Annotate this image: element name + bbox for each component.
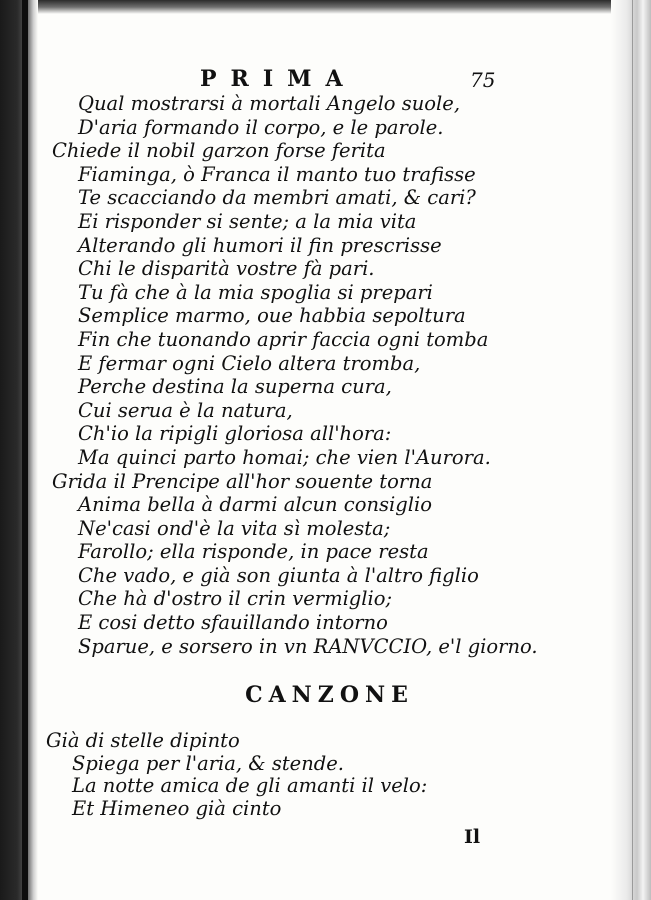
page-number: 75 [470, 68, 496, 92]
verse-line: Ne'casi ond'è la vita sì molesta; [78, 516, 391, 540]
verse-line: Chiede il nobil garzon forse ferita [52, 139, 386, 163]
page-top-edge [0, 0, 651, 14]
verse-line: Chi le disparità vostre fà pari. [78, 257, 375, 281]
verse-line: Et Himeneo già cinto [72, 796, 282, 820]
book-gutter [0, 0, 38, 900]
verse-line: Spiega per l'aria, & stende. [72, 751, 344, 775]
verse-line: Ei risponder si sente; a la mia vita [78, 209, 417, 233]
verse-block-1 [52, 92, 538, 658]
verse-line: Tu fà che à la mia spoglia si prepari [78, 280, 433, 304]
verse-line: Cui serua è la natura, [78, 398, 293, 422]
running-title: PRIMA [200, 66, 357, 92]
verse-line: Fin che tuonando aprir faccia ogni tomba [78, 327, 489, 351]
page-right-edge [611, 0, 651, 900]
verse-line: Che vado, e già son giunta à l'altro figlio [78, 563, 479, 587]
verse-line: E cosi detto sfauillando intorno [78, 611, 388, 635]
verse-line: Perche destina la superna cura, [78, 375, 392, 399]
catchword: Il [464, 826, 481, 848]
verse-block-2 [46, 730, 427, 820]
verse-line: Qual mostrarsi à mortali Angelo suole, [78, 92, 461, 115]
page-edge-line [632, 0, 633, 900]
verse-line: Te scacciando da membri amati, & cari? [78, 186, 476, 210]
verse-line: D'aria formando il corpo, e le parole. [78, 115, 444, 139]
binding-shadow [22, 0, 28, 900]
verse-line: Fiaminga, ò Franca il manto tuo trafisse [78, 162, 476, 186]
verse-line: Farollo; ella risponde, in pace resta [78, 540, 429, 564]
verse-line: La notte amica de gli amanti il velo: [72, 774, 428, 797]
verse-line: Che hà d'ostro il crin vermiglio; [78, 587, 393, 611]
verse-line: Già di stelle dipinto [46, 729, 240, 752]
verse-line: E fermar ogni Cielo altera tromba, [78, 351, 421, 375]
verse-line: Ch'io la ripigli gloriosa all'hora: [78, 422, 392, 446]
section-title: CANZONE [245, 682, 414, 708]
verse-line: Alterando gli humori il fin prescrisse [78, 233, 442, 257]
verse-line: Anima bella à darmi alcun consiglio [78, 493, 432, 517]
verse-line: Sparue, e sorsero in vn RANVCCIO, e'l giorno. [78, 634, 538, 658]
verse-line: Semplice marmo, oue habbia sepoltura [78, 304, 466, 328]
verse-line: Ma quinci parto homai; che vien l'Aurora. [78, 445, 491, 469]
verse-line: Grida il Prencipe all'hor souente torna [52, 469, 433, 493]
